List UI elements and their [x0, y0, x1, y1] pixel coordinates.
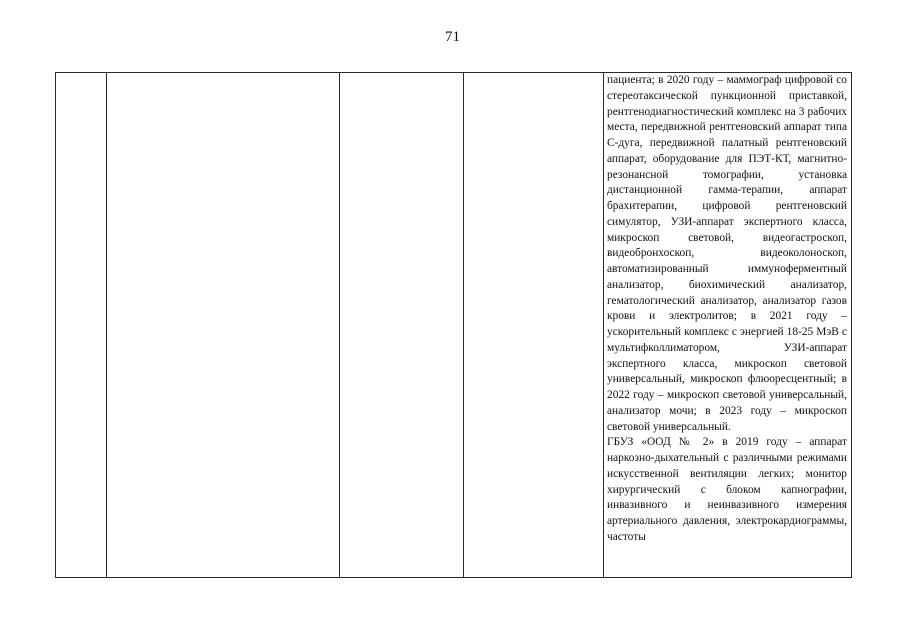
table-cell-col3	[340, 73, 464, 578]
paragraph-equipment-list-part1: пациента; в 2020 году – маммограф цифровой со стереотаксической пункционной приставкой, рентгенодиагностический комплекс на 3 рабочих места, передвижной рентгеновский аппарат типа С-дуга, передвижной палатный рентгеновский аппарат, оборудование для ПЭТ-КТ, магнитно-резонансной томографии, установка дистанционной гамма-терапии, аппарат брахитерапии, цифровой рентгеновский симулятор, УЗИ-аппарат экспертного класса, микроскоп световой, видеогастроскоп, видеобронхоскоп, видеоколоноскоп, автоматизированный иммуноферментный анализатор, биохимический анализатор, гематологический анализатор, анализатор газов крови и электролитов; в 2021 году – ускорительный комплекс с энергией 18-25 МэВ с мультифколлиматором, УЗИ-аппарат экспертного класса, микроскоп световой универсальный, микроскоп флюоресцентный; в 2022 году – микроскоп световой универсальный, анализатор мочи; в 2023 году – микроскоп световой универсальный.	[607, 74, 847, 433]
table-cell-col1	[56, 73, 107, 578]
table-row	[56, 73, 852, 578]
table-cell-col4	[464, 73, 604, 578]
paragraph-equipment-list-part2: ГБУЗ «ООД № 2» в 2019 году – аппарат наркозно-дыхательный с различными режимами искусственной вентиляции легких; монитор хирургический с блоком капнографии, инвазивного и неинвазивного измерения артериального давления, электрокардиограммы, частоты	[607, 436, 847, 543]
page-number: 71	[445, 29, 460, 45]
equipment-table	[55, 72, 852, 578]
table-cell-equipment-description	[604, 73, 852, 578]
table-cell-col2	[107, 73, 340, 578]
